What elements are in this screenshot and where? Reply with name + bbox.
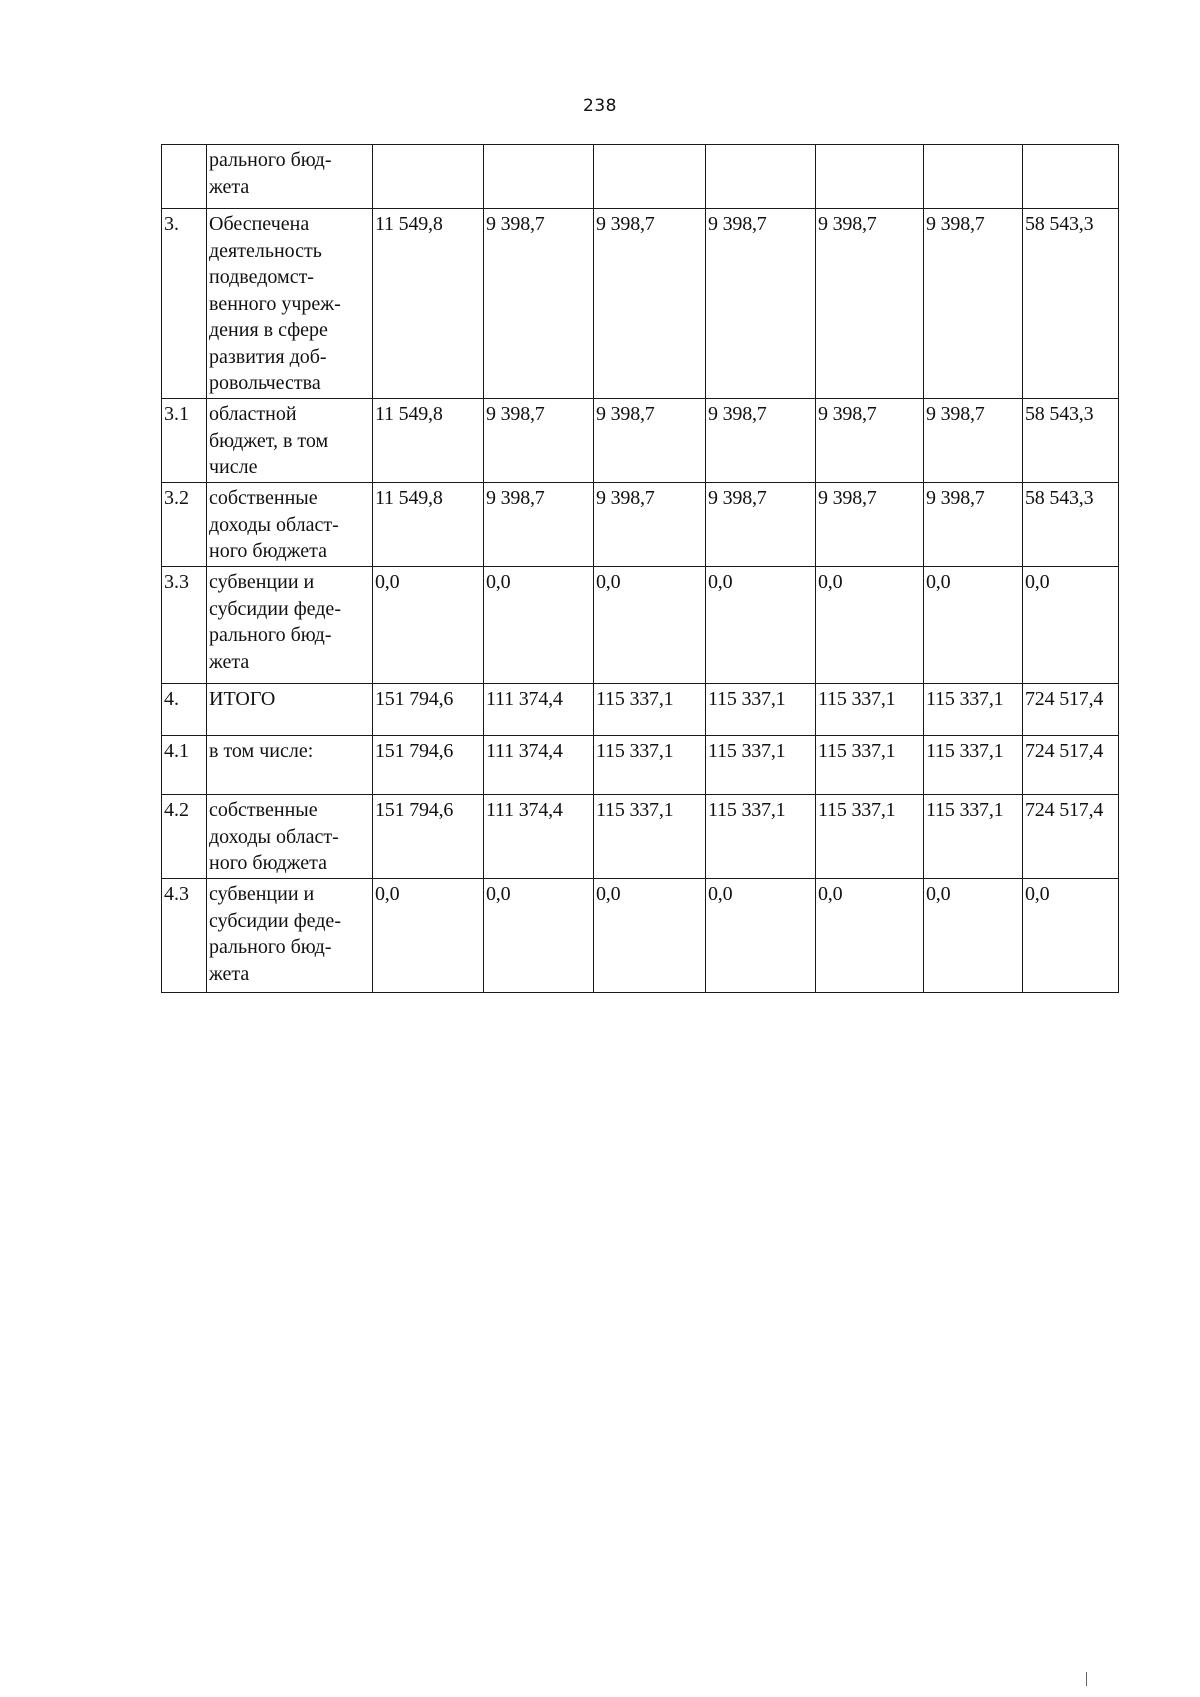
value-cell-total	[1023, 145, 1119, 209]
value-cell-5: 115 337,1	[816, 795, 924, 879]
value-cell-4: 9 398,7	[706, 483, 816, 567]
value-cell-6: 9 398,7	[924, 209, 1023, 399]
table-row-3-1	[162, 399, 1119, 483]
value-cell-6: 9 398,7	[924, 483, 1023, 567]
row-number-cell: 3.3	[162, 567, 207, 684]
value-cell-2: 111 374,4	[484, 684, 594, 736]
value-cell-6: 0,0	[924, 879, 1023, 993]
row-number-cell: 4.1	[162, 736, 207, 795]
value-cell-1	[373, 145, 484, 209]
row-name-cell: областной бюджет, в том числе	[207, 399, 373, 483]
value-cell-6	[924, 145, 1023, 209]
value-cell-6: 0,0	[924, 567, 1023, 684]
value-cell-2: 0,0	[484, 567, 594, 684]
value-cell-6: 115 337,1	[924, 736, 1023, 795]
value-cell-3: 9 398,7	[594, 209, 706, 399]
value-cell-5: 9 398,7	[816, 209, 924, 399]
value-cell-2: 111 374,4	[484, 736, 594, 795]
value-cell-3: 115 337,1	[594, 736, 706, 795]
value-cell-4: 115 337,1	[706, 795, 816, 879]
value-cell-total: 58 543,3	[1023, 483, 1119, 567]
value-cell-1: 151 794,6	[373, 684, 484, 736]
table-row-4-1	[162, 736, 1119, 795]
row-name-cell: Обеспечена деятельность подведомст-венного учреж-дения в сфере развития доб-ровольчества	[207, 209, 373, 399]
value-cell-5: 0,0	[816, 879, 924, 993]
row-name-cell: ИТОГО	[207, 684, 373, 736]
value-cell-3: 115 337,1	[594, 795, 706, 879]
row-name-cell: субвенции и субсидии феде-рального бюд-жета	[207, 567, 373, 684]
value-cell-5: 115 337,1	[816, 736, 924, 795]
table-row-3-2	[162, 483, 1119, 567]
value-cell-total: 724 517,4	[1023, 795, 1119, 879]
row-number-cell: 3.2	[162, 483, 207, 567]
row-name-cell: субвенции и субсидии феде-рального бюд-жета	[207, 879, 373, 993]
value-cell-total: 58 543,3	[1023, 399, 1119, 483]
value-cell-4: 9 398,7	[706, 399, 816, 483]
value-cell-total: 724 517,4	[1023, 684, 1119, 736]
value-cell-1: 0,0	[373, 567, 484, 684]
value-cell-3: 9 398,7	[594, 483, 706, 567]
value-cell-6: 115 337,1	[924, 795, 1023, 879]
row-number-cell: 3.	[162, 209, 207, 399]
value-cell-2	[484, 145, 594, 209]
value-cell-4: 115 337,1	[706, 736, 816, 795]
value-cell-6: 115 337,1	[924, 684, 1023, 736]
value-cell-1: 11 549,8	[373, 483, 484, 567]
value-cell-5: 9 398,7	[816, 483, 924, 567]
row-name-cell: собственные доходы област-ного бюджета	[207, 483, 373, 567]
value-cell-1: 0,0	[373, 879, 484, 993]
value-cell-2: 0,0	[484, 879, 594, 993]
scan-edge-mark	[1086, 1672, 1087, 1686]
row-number-cell: 4.2	[162, 795, 207, 879]
value-cell-1: 151 794,6	[373, 736, 484, 795]
table-row-4-2	[162, 795, 1119, 879]
value-cell-3: 9 398,7	[594, 399, 706, 483]
value-cell-1: 151 794,6	[373, 795, 484, 879]
value-cell-4: 9 398,7	[706, 209, 816, 399]
table-row-3	[162, 209, 1119, 399]
value-cell-2: 111 374,4	[484, 795, 594, 879]
page-number: 238	[583, 96, 617, 116]
table-row-4-3	[162, 879, 1119, 993]
value-cell-1: 11 549,8	[373, 399, 484, 483]
row-name-cell: в том числе:	[207, 736, 373, 795]
value-cell-2: 9 398,7	[484, 399, 594, 483]
value-cell-4: 0,0	[706, 879, 816, 993]
value-cell-2: 9 398,7	[484, 483, 594, 567]
row-number-cell: 4.	[162, 684, 207, 736]
value-cell-total: 0,0	[1023, 567, 1119, 684]
value-cell-4: 0,0	[706, 567, 816, 684]
value-cell-4: 115 337,1	[706, 684, 816, 736]
value-cell-3: 115 337,1	[594, 684, 706, 736]
value-cell-total: 58 543,3	[1023, 209, 1119, 399]
value-cell-total: 724 517,4	[1023, 736, 1119, 795]
row-number-cell	[162, 145, 207, 209]
value-cell-1: 11 549,8	[373, 209, 484, 399]
row-name-cell: собственные доходы област-ного бюджета	[207, 795, 373, 879]
value-cell-3	[594, 145, 706, 209]
value-cell-3: 0,0	[594, 567, 706, 684]
value-cell-6: 9 398,7	[924, 399, 1023, 483]
budget-table	[161, 144, 1119, 993]
row-name-cell: рального бюд-жета	[207, 145, 373, 209]
value-cell-5: 9 398,7	[816, 399, 924, 483]
value-cell-5	[816, 145, 924, 209]
value-cell-3: 0,0	[594, 879, 706, 993]
row-number-cell: 4.3	[162, 879, 207, 993]
value-cell-4	[706, 145, 816, 209]
value-cell-total: 0,0	[1023, 879, 1119, 993]
table-row-3-3	[162, 567, 1119, 684]
table-row-4-total	[162, 684, 1119, 736]
row-number-cell: 3.1	[162, 399, 207, 483]
value-cell-2: 9 398,7	[484, 209, 594, 399]
value-cell-5: 115 337,1	[816, 684, 924, 736]
value-cell-5: 0,0	[816, 567, 924, 684]
table-row-continuation	[162, 145, 1119, 209]
